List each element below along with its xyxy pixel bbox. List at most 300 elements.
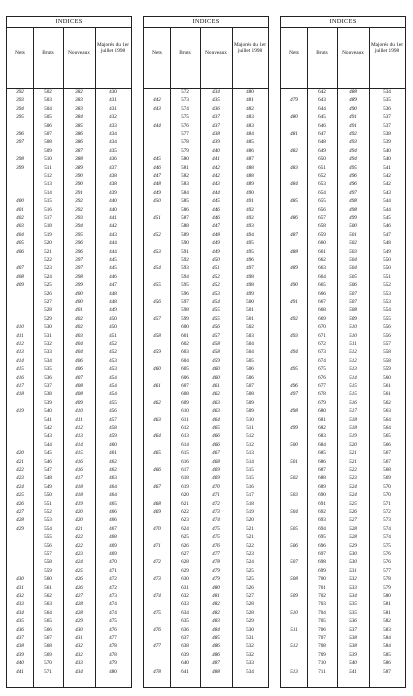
nouveaux-cell: 495 (349, 164, 357, 171)
bruts-cell: 562 (44, 593, 52, 599)
nouveaux-cell: 497 (349, 189, 357, 196)
bruts-cell: 508 (44, 139, 52, 146)
nouveaux-cell: 475 (212, 534, 220, 541)
bruts-cell: 530 (44, 324, 52, 331)
table-row (281, 207, 405, 214)
nets-cell: 400 (16, 198, 24, 205)
table-row (7, 89, 131, 96)
majores-cell: 559 (383, 366, 391, 373)
bruts-cell: 593 (181, 265, 189, 272)
table-row (7, 265, 131, 272)
bruts-cell: 668 (318, 307, 326, 314)
majores-cell: 513 (246, 450, 254, 457)
majores-cell: 539 (383, 139, 391, 146)
nouveaux-cell: 471 (212, 492, 220, 499)
table-row (144, 324, 268, 331)
nouveaux-cell: 425 (75, 567, 83, 574)
majores-cell: 444 (109, 248, 117, 255)
bruts-cell: 662 (318, 257, 326, 263)
bruts-cell: 635 (181, 618, 189, 625)
majores-cell: 534 (246, 668, 254, 675)
table-row (7, 484, 131, 491)
bruts-cell: 534 (44, 357, 52, 364)
nets-cell: 486 (290, 215, 298, 221)
nouveaux-cell: 455 (212, 307, 220, 314)
table-row (144, 425, 268, 432)
majores-cell: 470 (109, 559, 117, 566)
nets-cell: 463 (153, 416, 161, 423)
majores-cell: 577 (383, 567, 391, 574)
nouveaux-cell: 463 (212, 399, 220, 406)
bruts-cell: 656 (318, 206, 326, 213)
table-row (281, 442, 405, 449)
nets-cell: 428 (16, 517, 24, 524)
nets-cell: 488 (290, 248, 298, 255)
nouveaux-cell: 522 (349, 467, 357, 473)
table-row (281, 139, 405, 146)
header-nets: Nets (15, 50, 25, 56)
nouveaux-cell: 532 (349, 576, 357, 583)
bruts-cell: 578 (181, 139, 189, 146)
nets-cell: 492 (290, 315, 298, 322)
majores-cell: 462 (109, 467, 117, 473)
nets-cell: 499 (290, 425, 298, 431)
table-row (281, 240, 405, 247)
nouveaux-cell: 384 (75, 114, 83, 121)
majores-cell: 521 (246, 525, 254, 532)
majores-cell: 531 (246, 635, 254, 641)
majores-cell: 512 (246, 441, 254, 448)
table-row (144, 635, 268, 642)
table-row (281, 627, 405, 634)
table-row (144, 299, 268, 306)
table-row (144, 568, 268, 575)
nouveaux-cell: 407 (75, 374, 83, 381)
bruts-cell: 706 (318, 626, 326, 633)
table-row (144, 669, 268, 676)
nouveaux-cell: 386 (75, 131, 83, 137)
bruts-cell: 585 (181, 198, 189, 205)
bruts-cell: 698 (318, 559, 326, 566)
nouveaux-cell: 505 (349, 273, 357, 280)
majores-cell: 515 (246, 475, 254, 482)
majores-cell: 438 (109, 173, 117, 179)
table-row (7, 669, 131, 676)
table-row (144, 610, 268, 617)
majores-cell: 494 (246, 231, 254, 238)
nouveaux-cell: 498 (349, 198, 357, 205)
nouveaux-cell: 510 (349, 332, 357, 339)
bruts-cell: 638 (181, 643, 189, 650)
table-row (7, 307, 131, 314)
header-nouveaux: Nouveaux (342, 50, 364, 56)
nouveaux-cell: 450 (212, 257, 220, 263)
bruts-cell: 531 (44, 332, 52, 339)
majores-cell: 566 (383, 441, 391, 448)
nouveaux-cell: 498 (349, 206, 357, 213)
nouveaux-cell: 426 (75, 584, 83, 591)
majores-cell: 435 (109, 147, 117, 154)
nouveaux-cell: 463 (212, 408, 220, 415)
bruts-cell: 644 (318, 105, 326, 112)
nouveaux-cell: 430 (75, 626, 83, 633)
majores-cell: 496 (246, 257, 254, 263)
bruts-cell: 502 (44, 89, 52, 95)
majores-cell: 530 (246, 626, 254, 633)
nets-cell: 408 (16, 273, 24, 280)
majores-cell: 553 (383, 299, 391, 305)
bruts-cell: 617 (181, 467, 189, 473)
table-row (7, 349, 131, 356)
nouveaux-cell: 443 (212, 181, 220, 188)
table-row (281, 156, 405, 163)
bruts-cell: 564 (44, 609, 52, 616)
bruts-cell: 626 (181, 542, 189, 549)
bruts-cell: 516 (44, 206, 52, 213)
bruts-cell: 529 (44, 315, 52, 322)
nouveaux-cell: 492 (349, 131, 357, 137)
nouveaux-cell: 486 (212, 643, 220, 650)
table-row (281, 643, 405, 650)
bruts-cell: 586 (181, 206, 189, 213)
nouveaux-cell: 515 (349, 383, 357, 389)
table-row (144, 501, 268, 508)
table-row (144, 559, 268, 566)
bruts-cell: 673 (318, 349, 326, 356)
majores-cell: 517 (246, 492, 254, 499)
majores-cell: 448 (109, 299, 117, 305)
majores-cell: 529 (246, 618, 254, 625)
bruts-cell: 596 (181, 290, 189, 297)
table-row (281, 585, 405, 592)
table-row (144, 442, 268, 449)
table-row (144, 652, 268, 659)
table-row (7, 551, 131, 558)
header-bruts: Bruts (42, 50, 54, 56)
bruts-cell: 710 (318, 660, 326, 667)
table-row (144, 349, 268, 356)
bruts-cell: 697 (318, 551, 326, 557)
table-row (281, 509, 405, 516)
table-row (281, 551, 405, 558)
table-row (144, 459, 268, 466)
nouveaux-cell: 411 (75, 416, 83, 423)
majores-cell: 495 (246, 240, 254, 247)
majores-cell: 532 (246, 643, 254, 650)
majores-cell: 561 (383, 391, 391, 398)
indices-table-3 (280, 16, 406, 688)
majores-cell: 550 (383, 257, 391, 263)
table-row (7, 139, 131, 146)
table-row (7, 417, 131, 424)
header-majores: Majorés du 1er juillet 1998 (233, 42, 267, 54)
nouveaux-cell: 518 (349, 425, 357, 431)
table-row (144, 576, 268, 583)
bruts-cell: 630 (181, 576, 189, 583)
table-row (281, 333, 405, 340)
nouveaux-cell: 512 (349, 357, 357, 364)
nets-cell: 500 (290, 441, 298, 448)
table-row (7, 593, 131, 600)
bruts-cell: 507 (44, 131, 52, 137)
table-row (7, 509, 131, 516)
bruts-cell: 571 (44, 668, 52, 675)
nouveaux-cell: 406 (75, 366, 83, 373)
nets-cell: 436 (16, 626, 24, 633)
majores-cell: 431 (109, 97, 117, 104)
table-row (281, 190, 405, 197)
table-row (7, 207, 131, 214)
majores-cell: 431 (109, 105, 117, 112)
majores-cell: 490 (246, 189, 254, 196)
majores-cell: 441 (109, 215, 117, 221)
table-row (281, 669, 405, 676)
majores-cell: 572 (383, 509, 391, 515)
table-row (144, 593, 268, 600)
table-row (281, 568, 405, 575)
nouveaux-cell: 424 (75, 559, 83, 566)
header-bruts: Bruts (179, 50, 191, 56)
table-row (281, 123, 405, 130)
bruts-cell: 687 (318, 467, 326, 473)
nouveaux-cell: 537 (349, 626, 357, 633)
majores-cell: 444 (109, 240, 117, 247)
nets-cell: 490 (290, 282, 298, 289)
table-row (144, 181, 268, 188)
nouveaux-cell: 484 (212, 626, 220, 633)
nets-cell: 508 (290, 576, 298, 583)
nets-cell: 494 (290, 349, 298, 356)
header-nouveaux: Nouveaux (68, 50, 90, 56)
table-row (7, 459, 131, 466)
nouveaux-cell: 509 (349, 315, 357, 322)
majores-cell: 462 (109, 458, 117, 465)
table-row (281, 417, 405, 424)
nets-cell: 410 (16, 324, 24, 331)
bruts-cell: 523 (44, 265, 52, 272)
table-row (281, 106, 405, 113)
majores-cell: 570 (383, 483, 391, 490)
nets-cell: 505 (290, 525, 298, 532)
bruts-cell: 548 (44, 475, 52, 482)
table-row (144, 601, 268, 608)
nouveaux-cell: 536 (349, 618, 357, 625)
bruts-cell: 704 (318, 609, 326, 616)
bruts-cell: 613 (181, 433, 189, 440)
majores-cell: 506 (246, 374, 254, 381)
majores-cell: 537 (383, 122, 391, 129)
bruts-cell: 556 (44, 542, 52, 549)
table-row (7, 534, 131, 541)
nets-cell: 412 (16, 341, 24, 347)
majores-cell: 532 (246, 651, 254, 658)
bruts-cell: 555 (44, 534, 52, 541)
nets-cell: 501 (290, 458, 298, 465)
table-row (281, 97, 405, 104)
majores-cell: 509 (246, 399, 254, 406)
bruts-cell: 707 (318, 635, 326, 641)
table-row (144, 165, 268, 172)
nouveaux-cell: 531 (349, 567, 357, 574)
nouveaux-cell: 410 (75, 408, 83, 415)
majores-cell: 544 (383, 198, 391, 205)
nets-cell: 420 (16, 450, 24, 457)
majores-cell: 511 (246, 425, 254, 431)
bruts-cell: 622 (181, 509, 189, 515)
nouveaux-cell: 390 (75, 173, 83, 179)
majores-cell: 448 (109, 290, 117, 297)
bruts-cell: 560 (44, 576, 52, 583)
nouveaux-cell: 427 (75, 593, 83, 599)
majores-cell: 554 (383, 307, 391, 314)
majores-cell: 581 (383, 601, 391, 608)
table-row (281, 526, 405, 533)
majores-cell: 512 (246, 433, 254, 440)
bruts-cell: 708 (318, 643, 326, 650)
bruts-cell: 566 (44, 626, 52, 633)
nouveaux-cell: 530 (349, 551, 357, 557)
table-row (281, 635, 405, 642)
nouveaux-cell: 465 (212, 425, 220, 431)
table-row (7, 652, 131, 659)
table-row (281, 618, 405, 625)
majores-cell: 467 (109, 525, 117, 532)
majores-cell: 472 (109, 584, 117, 591)
table-row (144, 333, 268, 340)
bruts-cell: 624 (181, 525, 189, 532)
bruts-cell: 527 (44, 299, 52, 305)
majores-cell: 449 (109, 307, 117, 314)
bruts-cell: 694 (318, 525, 326, 532)
table-row (144, 618, 268, 625)
nouveaux-cell: 416 (75, 467, 83, 473)
table-row (281, 576, 405, 583)
nets-cell: 418 (16, 391, 24, 398)
nets-cell: 427 (16, 509, 24, 515)
majores-cell: 585 (383, 651, 391, 658)
nets-cell: 445 (153, 156, 161, 163)
majores-cell: 571 (383, 500, 391, 507)
bruts-cell: 671 (318, 332, 326, 339)
bruts-cell: 642 (318, 89, 326, 95)
bruts-cell: 676 (318, 374, 326, 381)
bruts-cell: 680 (318, 408, 326, 415)
majores-cell: 576 (383, 551, 391, 557)
nets-cell: 504 (290, 509, 298, 515)
table-row (281, 484, 405, 491)
majores-cell: 563 (383, 408, 391, 415)
header-nets: Nets (289, 50, 299, 56)
bruts-cell: 608 (181, 391, 189, 398)
nouveaux-cell: 502 (349, 240, 357, 247)
majores-cell: 488 (246, 173, 254, 179)
bruts-cell: 650 (318, 156, 326, 163)
nets-cell: 434 (16, 609, 24, 616)
nouveaux-cell: 469 (212, 475, 220, 482)
bruts-cell: 520 (44, 240, 52, 247)
nouveaux-cell: 412 (75, 425, 83, 431)
majores-cell: 471 (109, 567, 117, 574)
majores-cell: 569 (383, 475, 391, 482)
majores-cell: 516 (246, 483, 254, 490)
table-row (144, 274, 268, 281)
nouveaux-cell: 458 (212, 341, 220, 347)
nets-cell: 474 (153, 593, 161, 599)
nouveaux-cell: 500 (349, 223, 357, 230)
bruts-cell: 651 (318, 164, 326, 171)
nouveaux-cell: 479 (212, 576, 220, 583)
majores-cell: 567 (383, 458, 391, 465)
bruts-cell: 690 (318, 492, 326, 499)
bruts-cell: 701 (318, 584, 326, 591)
table-row (281, 408, 405, 415)
nets-cell: 485 (290, 198, 298, 205)
nouveaux-cell: 449 (212, 248, 220, 255)
majores-cell: 543 (383, 189, 391, 196)
bruts-cell: 627 (181, 551, 189, 557)
bruts-cell: 598 (181, 307, 189, 314)
nets-cell: 411 (16, 332, 24, 339)
table-row (281, 652, 405, 659)
nouveaux-cell: 486 (212, 651, 220, 658)
nets-cell: 443 (153, 105, 161, 112)
nets-cell: 407 (16, 265, 24, 272)
table-row (144, 475, 268, 482)
bruts-cell: 696 (318, 542, 326, 549)
majores-cell: 484 (246, 131, 254, 137)
majores-cell: 451 (109, 332, 117, 339)
majores-cell: 450 (109, 324, 117, 331)
nouveaux-cell: 496 (349, 181, 357, 188)
table-row (281, 265, 405, 272)
majores-cell: 524 (246, 559, 254, 566)
bruts-cell: 615 (181, 450, 189, 457)
majores-cell: 520 (246, 517, 254, 524)
table-row (144, 89, 268, 96)
majores-cell: 553 (383, 290, 391, 297)
table-title: INDICES (7, 17, 131, 28)
table-row (281, 249, 405, 256)
nouveaux-cell: 461 (212, 383, 220, 389)
nets-cell: 435 (16, 618, 24, 625)
table-row (7, 526, 131, 533)
table-row (7, 316, 131, 323)
majores-cell: 552 (383, 282, 391, 289)
nouveaux-cell: 415 (75, 450, 83, 457)
nouveaux-cell: 422 (75, 534, 83, 541)
nets-cell: 409 (16, 282, 24, 289)
majores-cell: 437 (109, 164, 117, 171)
nouveaux-cell: 494 (349, 147, 357, 154)
nets-cell: 469 (153, 509, 161, 515)
table-row (281, 181, 405, 188)
table-row (281, 383, 405, 390)
bruts-cell: 599 (181, 315, 189, 322)
majores-cell: 466 (109, 517, 117, 524)
majores-cell: 536 (383, 105, 391, 112)
nouveaux-cell: 487 (212, 660, 220, 667)
nets-cell: 449 (153, 189, 161, 196)
nets-cell: 421 (16, 458, 24, 465)
majores-cell: 558 (383, 349, 391, 356)
nouveaux-cell: 454 (212, 299, 220, 305)
nouveaux-cell: 428 (75, 601, 83, 608)
nets-cell: 440 (16, 660, 24, 667)
bruts-cell: 689 (318, 483, 326, 490)
nouveaux-cell: 473 (212, 509, 220, 515)
majores-cell: 480 (246, 89, 254, 95)
bruts-cell: 637 (181, 635, 189, 641)
